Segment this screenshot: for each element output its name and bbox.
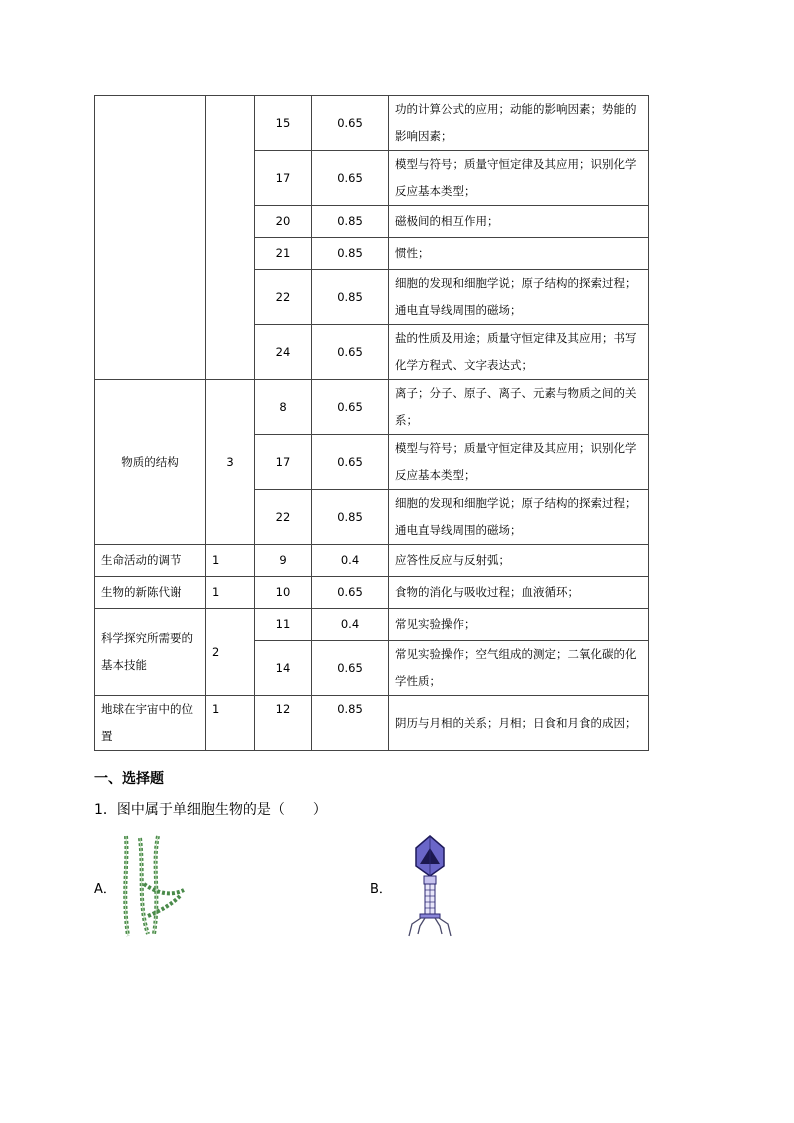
knowledge-point-cell: 盐的性质及用途；质量守恒定律及其应用；书写化学方程式、文字表达式； xyxy=(389,325,649,380)
difficulty-cell: 0.65 xyxy=(312,380,389,435)
bacteriophage-image xyxy=(404,834,456,938)
count-cell: 1 xyxy=(206,577,255,609)
knowledge-point-cell: 模型与符号；质量守恒定律及其应用；识别化学反应基本类型； xyxy=(389,151,649,206)
category-cell: 地球在宇宙中的位置 xyxy=(95,696,206,751)
question-number-cell: 11 xyxy=(255,609,312,641)
table-row xyxy=(95,577,649,609)
difficulty-cell: 0.85 xyxy=(312,206,389,238)
difficulty-cell: 0.65 xyxy=(312,325,389,380)
question-number-cell: 20 xyxy=(255,206,312,238)
knowledge-point-cell: 细胞的发现和细胞学说；原子结构的探索过程；通电直导线周围的磁场； xyxy=(389,270,649,325)
difficulty-cell: 0.65 xyxy=(312,577,389,609)
difficulty-cell: 0.4 xyxy=(312,609,389,641)
difficulty-cell: 0.65 xyxy=(312,151,389,206)
question-stem: 1．图中属于单细胞生物的是（ ） xyxy=(94,802,327,818)
difficulty-cell: 0.85 xyxy=(312,270,389,325)
knowledge-point-cell: 常见实验操作；空气组成的测定；二氧化碳的化学性质； xyxy=(389,641,649,696)
question-number-cell: 17 xyxy=(255,435,312,490)
category-cell xyxy=(95,96,206,380)
question-number-cell: 22 xyxy=(255,270,312,325)
table-row xyxy=(95,380,649,435)
knowledge-point-cell: 细胞的发现和细胞学说；原子结构的探索过程；通电直导线周围的磁场； xyxy=(389,490,649,545)
knowledge-point-cell: 惯性； xyxy=(389,238,649,270)
question-number-cell: 21 xyxy=(255,238,312,270)
question-number-cell: 17 xyxy=(255,151,312,206)
knowledge-point-cell: 常见实验操作； xyxy=(389,609,649,641)
table-row xyxy=(95,96,649,151)
question-number-cell: 15 xyxy=(255,96,312,151)
category-cell: 科学探究所需要的基本技能 xyxy=(95,609,206,696)
question-number-cell: 24 xyxy=(255,325,312,380)
question-number-cell: 12 xyxy=(255,696,312,751)
table-row xyxy=(95,696,649,751)
difficulty-cell: 0.85 xyxy=(312,238,389,270)
option-a-label: A． xyxy=(94,882,116,897)
category-cell: 生物的新陈代谢 xyxy=(95,577,206,609)
question-number-cell: 10 xyxy=(255,577,312,609)
category-cell: 物质的结构 xyxy=(95,380,206,545)
question-number-cell: 14 xyxy=(255,641,312,696)
difficulty-cell: 0.85 xyxy=(312,696,389,751)
knowledge-point-cell: 模型与符号；质量守恒定律及其应用；识别化学反应基本类型； xyxy=(389,435,649,490)
question-number-cell: 8 xyxy=(255,380,312,435)
knowledge-point-cell: 阴历与月相的关系；月相；日食和月食的成因； xyxy=(389,696,649,751)
difficulty-cell: 0.65 xyxy=(312,435,389,490)
count-cell: 1 xyxy=(206,696,255,751)
count-cell: 1 xyxy=(206,545,255,577)
knowledge-point-cell: 离子；分子、原子、离子、元素与物质之间的关系； xyxy=(389,380,649,435)
difficulty-cell: 0.65 xyxy=(312,641,389,696)
knowledge-point-cell: 应答性反应与反射弧； xyxy=(389,545,649,577)
table-row xyxy=(95,609,649,641)
knowledge-point-cell: 磁极间的相互作用； xyxy=(389,206,649,238)
table-row xyxy=(95,545,649,577)
difficulty-cell: 0.85 xyxy=(312,490,389,545)
count-cell xyxy=(206,96,255,380)
option-b-label: B． xyxy=(370,882,392,897)
section-heading: 一、选择题 xyxy=(94,771,164,787)
difficulty-cell: 0.65 xyxy=(312,96,389,151)
question-number-cell: 9 xyxy=(255,545,312,577)
difficulty-cell: 0.4 xyxy=(312,545,389,577)
filamentous-cells-image xyxy=(118,834,188,938)
knowledge-table xyxy=(94,95,649,751)
count-cell: 2 xyxy=(206,609,255,696)
count-cell: 3 xyxy=(206,380,255,545)
question-number-cell: 22 xyxy=(255,490,312,545)
knowledge-point-cell: 食物的消化与吸收过程；血液循环； xyxy=(389,577,649,609)
knowledge-point-cell: 功的计算公式的应用；动能的影响因素；势能的影响因素； xyxy=(389,96,649,151)
category-cell: 生命活动的调节 xyxy=(95,545,206,577)
